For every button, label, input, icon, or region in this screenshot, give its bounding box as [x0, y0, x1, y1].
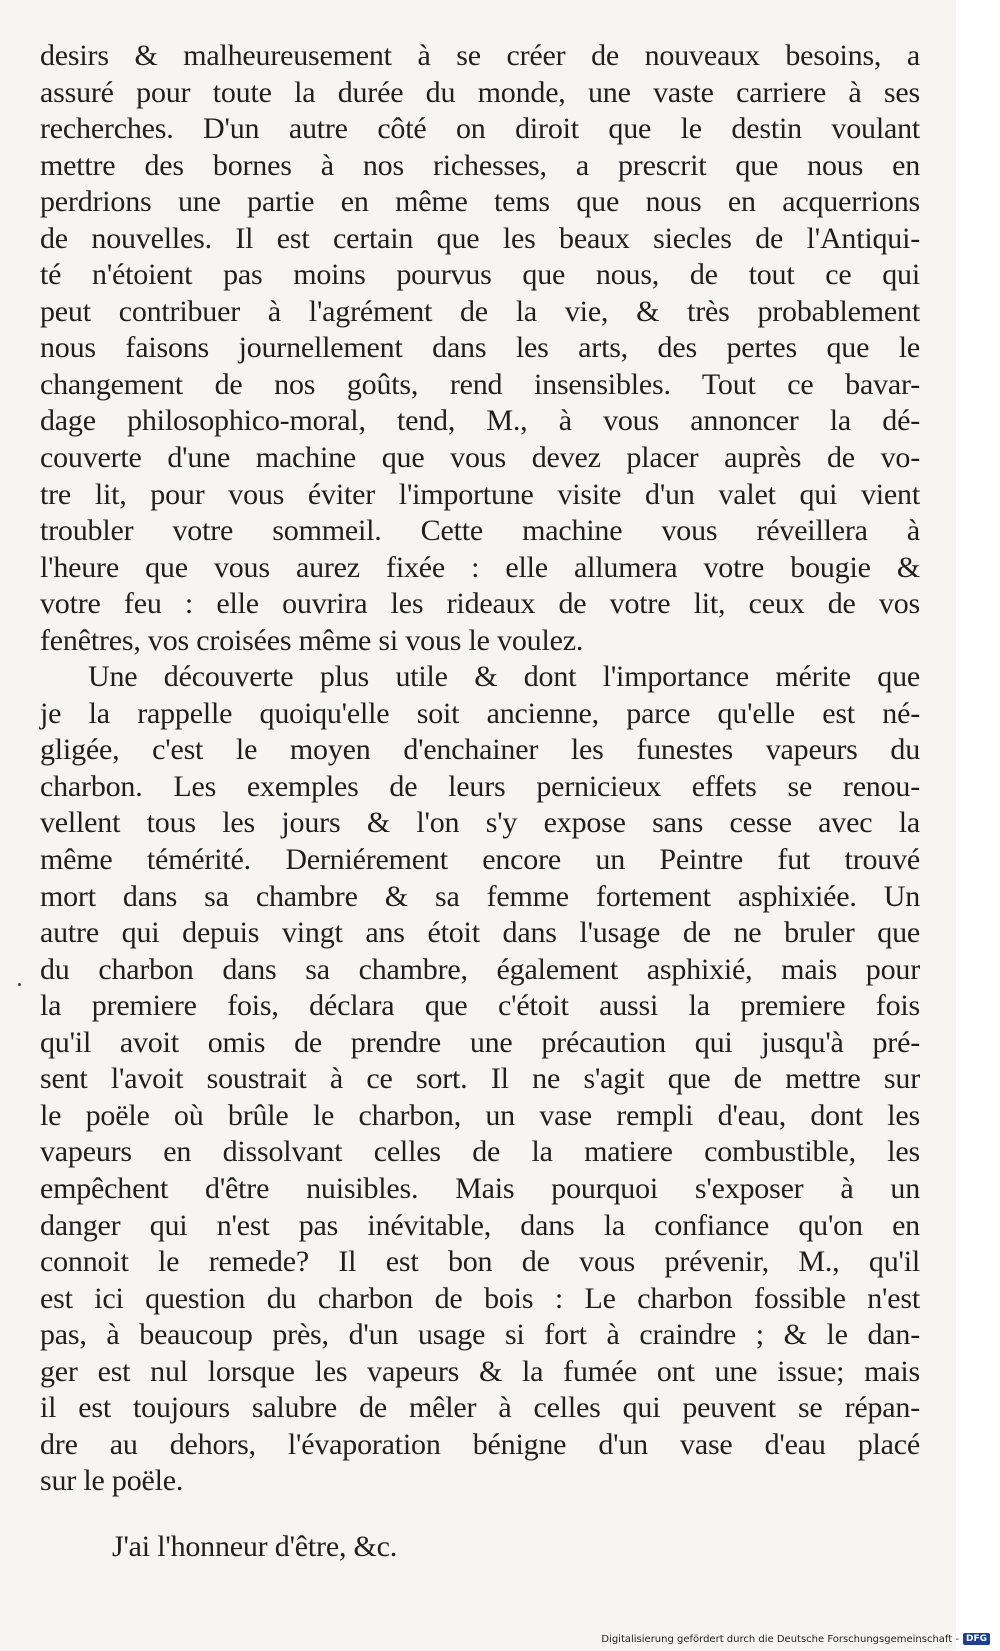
- text-line: desirs & malheureusement à se créer de nouveaux besoins, a: [40, 39, 920, 72]
- text-line: vellent tous les jours & l'on s'y expose sans cesse avec la: [40, 806, 920, 840]
- text-line: charbon. Les exemples de leurs pernicieux effets se renou-: [40, 769, 920, 803]
- text-line: changement de nos goûts, rend insensibles. Tout ce bavar-: [40, 367, 920, 401]
- dfg-logo-icon: DFG: [963, 1633, 990, 1645]
- text-line: est ici question du charbon de bois : Le charbon fossible n'est: [40, 1281, 920, 1315]
- text-line: la premiere fois, déclara que c'étoit aussi la premiere fois: [40, 989, 920, 1023]
- paragraph-end-line: fenêtres, vos croisées même si vous le voulez.: [40, 623, 584, 657]
- text-line: il est toujours salubre de mêler à celles qui peuvent se répan-: [40, 1391, 920, 1425]
- paragraph-start-line: Une découverte plus utile & dont l'importance mérite que: [88, 660, 920, 694]
- text-line: peut contribuer à l'agrément de la vie, & très probablement: [40, 294, 920, 328]
- paragraph-end-line: sur le poële.: [40, 1464, 184, 1498]
- digitization-footer: [601, 1633, 990, 1645]
- text-line: connoit le remede? Il est bon de vous prévenir, M., qu'il: [40, 1245, 920, 1279]
- text-line: autre qui depuis vingt ans étoit dans l'usage de ne bruler que: [40, 916, 920, 950]
- margin-mark: [18, 983, 21, 986]
- closing-salutation: J'ai l'honneur d'être, &c.: [112, 1530, 398, 1563]
- text-line: mort dans sa chambre & sa femme fortement asphixiée. Un: [40, 879, 920, 913]
- text-line: té n'étoient pas moins pourvus que nous, de tout ce qui: [40, 258, 920, 292]
- text-line: de nouvelles. Il est certain que les beaux siecles de l'Antiqui-: [40, 221, 920, 255]
- text-line: ger est nul lorsque les vapeurs & la fumée ont une issue; mais: [40, 1354, 920, 1388]
- text-line: nous faisons journellement dans les arts, des pertes que le: [40, 331, 920, 365]
- text-line: qu'il avoit omis de prendre une précaution qui jusqu'à pré-: [40, 1025, 920, 1059]
- text-line: dre au dehors, l'évaporation bénigne d'un vase d'eau placé: [40, 1427, 920, 1461]
- body-text: [40, 38, 920, 1500]
- text-line: gligée, c'est le moyen d'enchainer les funestes vapeurs du: [40, 733, 920, 767]
- text-line: du charbon dans sa chambre, également asphixié, mais pour: [40, 952, 920, 986]
- text-line: le poële où brûle le charbon, un vase rempli d'eau, dont les: [40, 1098, 920, 1132]
- text-line: pas, à beaucoup près, d'un usage si fort à craindre ; & le dan-: [40, 1318, 920, 1352]
- text-line: je la rappelle quoiqu'elle soit ancienne, parce qu'elle est né-: [40, 696, 920, 730]
- text-line: assuré pour toute la durée du monde, une vaste carriere à ses: [40, 75, 920, 109]
- text-line: recherches. D'un autre côté on diroit que le destin voulant: [40, 112, 920, 146]
- text-line: troubler votre sommeil. Cette machine vous réveillera à: [40, 514, 920, 548]
- text-line: même témérité. Derniérement encore un Peintre fut trouvé: [40, 843, 920, 877]
- text-line: mettre des bornes à nos richesses, a prescrit que nous en: [40, 148, 920, 182]
- text-line: perdrions une partie en même tems que nous en acquerrions: [40, 185, 920, 219]
- text-line: sent l'avoit soustrait à ce sort. Il ne s'agit que de mettre sur: [40, 1062, 920, 1096]
- text-line: empêchent d'être nuisibles. Mais pourquoi s'exposer à un: [40, 1171, 920, 1205]
- text-line: vapeurs en dissolvant celles de la matiere combustible, les: [40, 1135, 920, 1169]
- text-line: couverte d'une machine que vous devez placer auprès de vo-: [40, 441, 920, 475]
- text-line: votre feu : elle ouvrira les rideaux de votre lit, ceux de vos: [40, 587, 920, 621]
- text-line: danger qui n'est pas inévitable, dans la confiance qu'on en: [40, 1208, 920, 1242]
- text-line: l'heure que vous aurez fixée : elle allumera votre bougie &: [40, 550, 920, 584]
- text-line: dage philosophico-moral, tend, M., à vous annoncer la dé-: [40, 404, 920, 438]
- footer-credit: Digitalisierung gefördert durch die Deutsche Forschungsgemeinschaft -: [601, 1633, 959, 1645]
- text-line: tre lit, pour vous éviter l'importune visite d'un valet qui vient: [40, 477, 920, 511]
